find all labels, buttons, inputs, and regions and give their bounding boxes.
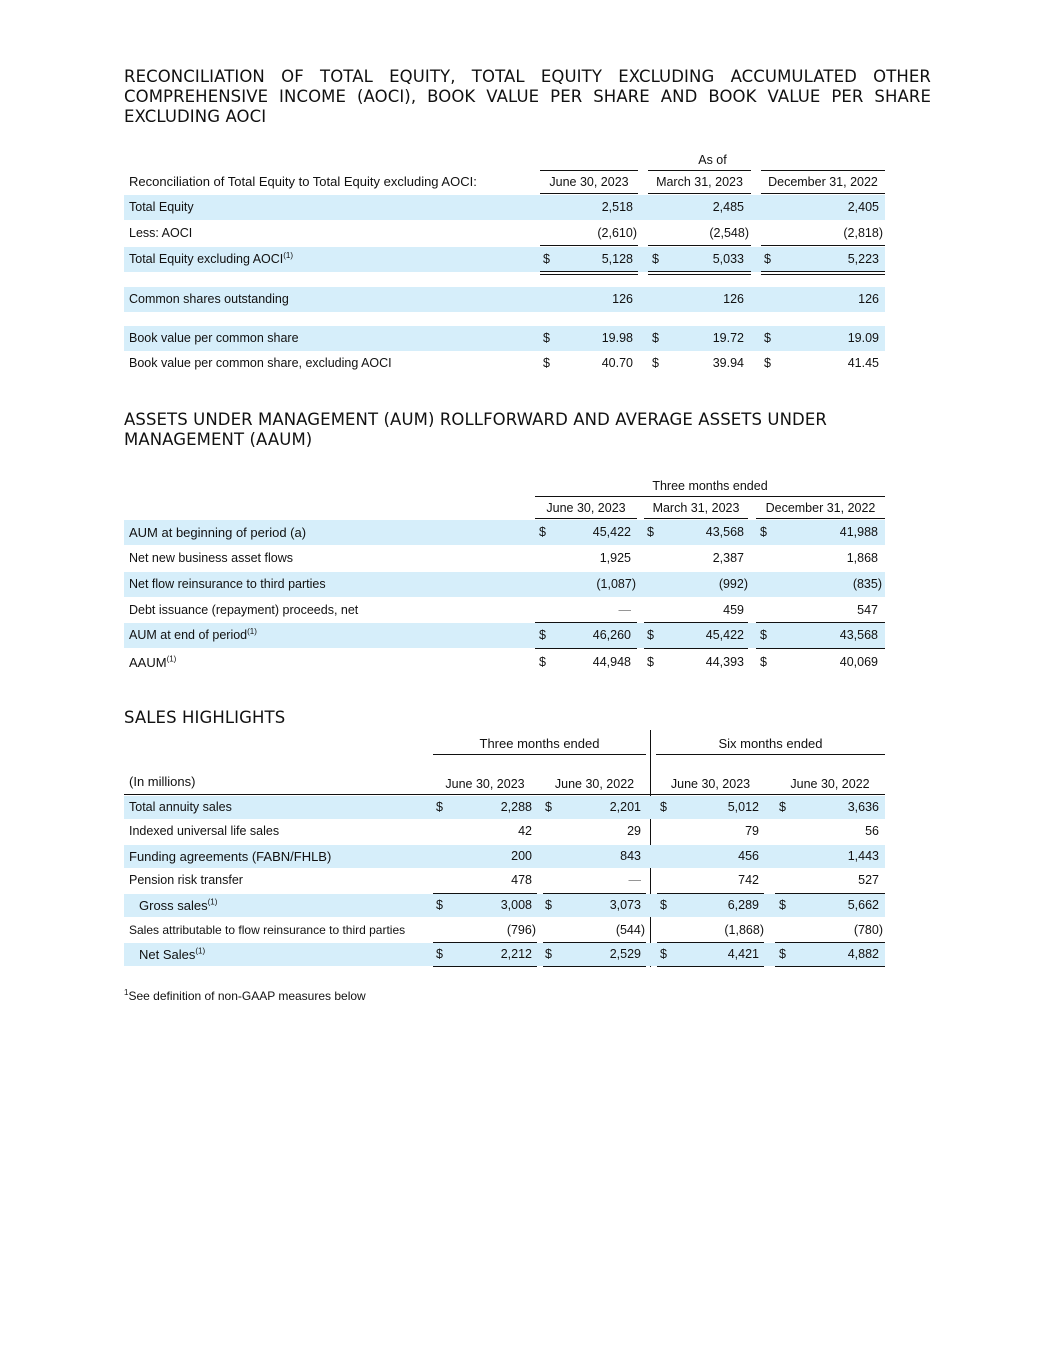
table-row bbox=[124, 623, 885, 648]
equity-group-header: As of bbox=[698, 153, 727, 167]
currency-symbol: $ bbox=[764, 356, 771, 370]
currency-symbol: $ bbox=[539, 525, 546, 539]
row-label: AAUM$^{(1)}$ bbox=[129, 654, 177, 670]
row-label: Gross sales$^{(1)}$ bbox=[139, 897, 218, 913]
currency-symbol: $ bbox=[436, 800, 443, 814]
cell-value: 4,421 bbox=[727, 947, 759, 961]
cell-value: 5,033 bbox=[712, 252, 744, 266]
currency-symbol: $ bbox=[539, 628, 546, 642]
table-row bbox=[124, 520, 885, 545]
cell-value: 126 bbox=[723, 292, 744, 306]
row-label: Net new business asset flows bbox=[129, 551, 293, 565]
row-label: Total Equity excluding AOCI$^{(1)}$ bbox=[129, 250, 294, 266]
table-row bbox=[124, 221, 885, 246]
row-label: Funding agreements (FABN/FHLB) bbox=[129, 849, 332, 864]
aum-section-title: ASSETS UNDER MANAGEMENT (AUM) ROLLFORWARD AND AVERAGE ASSETS UNDER MANAGEMENT (AAUM) bbox=[124, 410, 827, 449]
sales-row-header: (In millions) bbox=[129, 774, 196, 789]
equity-col-jun23: June 30, 2023 bbox=[549, 175, 629, 189]
currency-symbol: $ bbox=[652, 252, 659, 266]
currency-symbol: $ bbox=[760, 628, 767, 642]
cell-value: 2,288 bbox=[500, 800, 532, 814]
cell-value: 46,260 bbox=[592, 628, 631, 642]
cell-value: 3,008 bbox=[500, 898, 532, 912]
row-label: Book value per common share bbox=[129, 331, 299, 345]
currency-symbol: $ bbox=[545, 898, 552, 912]
cell-value: 2,201 bbox=[609, 800, 641, 814]
footnote-text: See definition of non-GAAP measures below bbox=[128, 989, 366, 1003]
sales-col-6m-jun22: June 30, 2022 bbox=[790, 777, 870, 791]
cell-value: 126 bbox=[612, 292, 633, 306]
cell-value: 3,636 bbox=[847, 800, 879, 814]
cell-value: 56 bbox=[865, 824, 879, 838]
row-label: AUM at end of period$^{(1)}$ bbox=[129, 626, 257, 642]
currency-symbol: $ bbox=[436, 898, 443, 912]
cell-value: (835) bbox=[852, 577, 882, 591]
cell-value: (1,087) bbox=[596, 577, 636, 591]
currency-symbol: $ bbox=[652, 331, 659, 345]
row-label: Total annuity sales bbox=[129, 800, 232, 814]
cell-value: 1,868 bbox=[846, 551, 878, 565]
cell-value: — bbox=[618, 603, 631, 617]
table-row bbox=[124, 796, 885, 819]
cell-value: 44,948 bbox=[592, 655, 631, 669]
cell-value: 42 bbox=[518, 824, 532, 838]
cell-value: 200 bbox=[511, 849, 532, 863]
table-row bbox=[124, 546, 885, 571]
cell-value: 456 bbox=[738, 849, 759, 863]
cell-value: (2,548) bbox=[709, 226, 749, 240]
equity-col-dec22: December 31, 2022 bbox=[768, 175, 878, 189]
currency-symbol: $ bbox=[543, 331, 550, 345]
table-row bbox=[124, 845, 885, 868]
table-row bbox=[124, 326, 885, 351]
cell-value: (2,610) bbox=[597, 226, 637, 240]
currency-symbol: $ bbox=[779, 898, 786, 912]
currency-symbol: $ bbox=[660, 800, 667, 814]
currency-symbol: $ bbox=[779, 800, 786, 814]
currency-symbol: $ bbox=[436, 947, 443, 961]
sales-group-three-months: Three months ended bbox=[479, 736, 600, 751]
cell-value: 547 bbox=[857, 603, 878, 617]
cell-value: 126 bbox=[858, 292, 879, 306]
equity-col-mar23: March 31, 2023 bbox=[656, 175, 743, 189]
cell-value: 2,405 bbox=[847, 200, 879, 214]
sales-col-3m-jun22: June 30, 2022 bbox=[554, 777, 635, 791]
currency-symbol: $ bbox=[652, 356, 659, 370]
cell-value: (796) bbox=[506, 923, 536, 937]
cell-value: 459 bbox=[723, 603, 744, 617]
cell-value: 79 bbox=[745, 824, 759, 838]
row-label: Pension risk transfer bbox=[129, 873, 243, 887]
cell-value: 1,925 bbox=[599, 551, 631, 565]
table-row bbox=[124, 869, 885, 892]
sales-section-title: SALES HIGHLIGHTS bbox=[124, 708, 286, 727]
currency-symbol: $ bbox=[764, 331, 771, 345]
cell-value: (1,868) bbox=[724, 923, 764, 937]
row-label: Indexed universal life sales bbox=[129, 824, 280, 838]
row-label: Net Sales$^{(1)}$ bbox=[139, 946, 206, 962]
table-row bbox=[124, 820, 885, 843]
footnote-marker: 1 bbox=[124, 988, 129, 997]
cell-value: 2,485 bbox=[712, 200, 744, 214]
cell-value: 19.98 bbox=[601, 331, 633, 345]
cell-value: 2,212 bbox=[500, 947, 532, 961]
table-row bbox=[124, 351, 885, 376]
cell-value: 478 bbox=[511, 873, 532, 887]
sales-col-3m-jun23: June 30, 2023 bbox=[445, 777, 525, 791]
cell-value: 5,128 bbox=[601, 252, 633, 266]
table-row bbox=[124, 894, 885, 917]
cell-value: 29 bbox=[627, 824, 641, 838]
currency-symbol: $ bbox=[543, 252, 550, 266]
cell-value: (992) bbox=[718, 577, 748, 591]
currency-symbol: $ bbox=[539, 655, 546, 669]
table-row bbox=[124, 195, 885, 220]
row-label: Book value per common share, excluding AOCI bbox=[129, 356, 392, 370]
cell-value: 43,568 bbox=[839, 628, 878, 642]
cell-value: 44,393 bbox=[705, 655, 744, 669]
cell-value: (780) bbox=[853, 923, 883, 937]
aum-col-mar23: March 31, 2023 bbox=[652, 501, 740, 515]
currency-symbol: $ bbox=[543, 356, 550, 370]
currency-symbol: $ bbox=[779, 947, 786, 961]
cell-value: 41,988 bbox=[839, 525, 878, 539]
cell-value: 1,443 bbox=[847, 849, 879, 863]
table-row bbox=[124, 247, 885, 272]
cell-value: — bbox=[628, 873, 641, 887]
currency-symbol: $ bbox=[660, 898, 667, 912]
cell-value: 43,568 bbox=[705, 525, 744, 539]
cell-value: 40,069 bbox=[839, 655, 878, 669]
table-row bbox=[124, 918, 885, 942]
cell-value: 45,422 bbox=[705, 628, 744, 642]
row-label: Total Equity bbox=[129, 200, 194, 214]
cell-value: 5,012 bbox=[727, 800, 759, 814]
currency-symbol: $ bbox=[660, 947, 667, 961]
aum-group-header: Three months ended bbox=[652, 479, 768, 493]
cell-value: 19.72 bbox=[712, 331, 744, 345]
row-label: Common shares outstanding bbox=[129, 292, 289, 306]
table-row bbox=[124, 943, 885, 966]
equity-row-header: Reconciliation of Total Equity to Total Equity excluding AOCI: bbox=[129, 174, 477, 189]
currency-symbol: $ bbox=[647, 655, 654, 669]
row-label: Less: AOCI bbox=[129, 226, 193, 240]
table-row bbox=[124, 287, 885, 312]
aum-col-jun23: June 30, 2023 bbox=[546, 501, 626, 515]
currency-symbol: $ bbox=[760, 525, 767, 539]
row-label: Sales attributable to flow reinsurance to third parties bbox=[129, 923, 406, 937]
table-row bbox=[124, 650, 885, 675]
footnote bbox=[124, 989, 366, 1003]
cell-value: 6,289 bbox=[727, 898, 759, 912]
cell-value: 2,387 bbox=[712, 551, 744, 565]
cell-value: 4,882 bbox=[847, 947, 879, 961]
row-label: Debt issuance (repayment) proceeds, net bbox=[129, 603, 359, 617]
aum-col-dec22: December 31, 2022 bbox=[765, 501, 876, 515]
cell-value: 527 bbox=[858, 873, 879, 887]
cell-value: 19.09 bbox=[847, 331, 879, 345]
cell-value: 39.94 bbox=[712, 356, 744, 370]
row-label: AUM at beginning of period (a) bbox=[129, 525, 307, 540]
cell-value: 5,223 bbox=[847, 252, 879, 266]
sales-group-six-months: Six months ended bbox=[718, 736, 823, 751]
currency-symbol: $ bbox=[647, 628, 654, 642]
cell-value: (544) bbox=[615, 923, 645, 937]
row-label: Net flow reinsurance to third parties bbox=[129, 577, 326, 591]
currency-symbol: $ bbox=[545, 800, 552, 814]
cell-value: 2,529 bbox=[609, 947, 641, 961]
currency-symbol: $ bbox=[764, 252, 771, 266]
cell-value: 742 bbox=[738, 873, 759, 887]
currency-symbol: $ bbox=[760, 655, 767, 669]
equity-section-title: RECONCILIATION OF TOTAL EQUITY, TOTAL EQUITY EXCLUDING ACCUMULATED OTHER COMPREHENSIVE INCOME (AOCI), BOOK VALUE PER SHARE AND BOOK VALUE PER SHARE EXCLUDING AOCI bbox=[124, 67, 931, 126]
currency-symbol: $ bbox=[545, 947, 552, 961]
sales-col-6m-jun23: June 30, 2023 bbox=[670, 777, 751, 791]
cell-value: 5,662 bbox=[847, 898, 879, 912]
cell-value: (2,818) bbox=[843, 226, 883, 240]
table-row bbox=[124, 598, 885, 623]
table-row bbox=[124, 572, 885, 597]
cell-value: 45,422 bbox=[592, 525, 631, 539]
currency-symbol: $ bbox=[647, 525, 654, 539]
cell-value: 843 bbox=[620, 849, 641, 863]
cell-value: 40.70 bbox=[601, 356, 633, 370]
cell-value: 41.45 bbox=[847, 356, 879, 370]
cell-value: 2,518 bbox=[601, 200, 633, 214]
cell-value: 3,073 bbox=[609, 898, 641, 912]
